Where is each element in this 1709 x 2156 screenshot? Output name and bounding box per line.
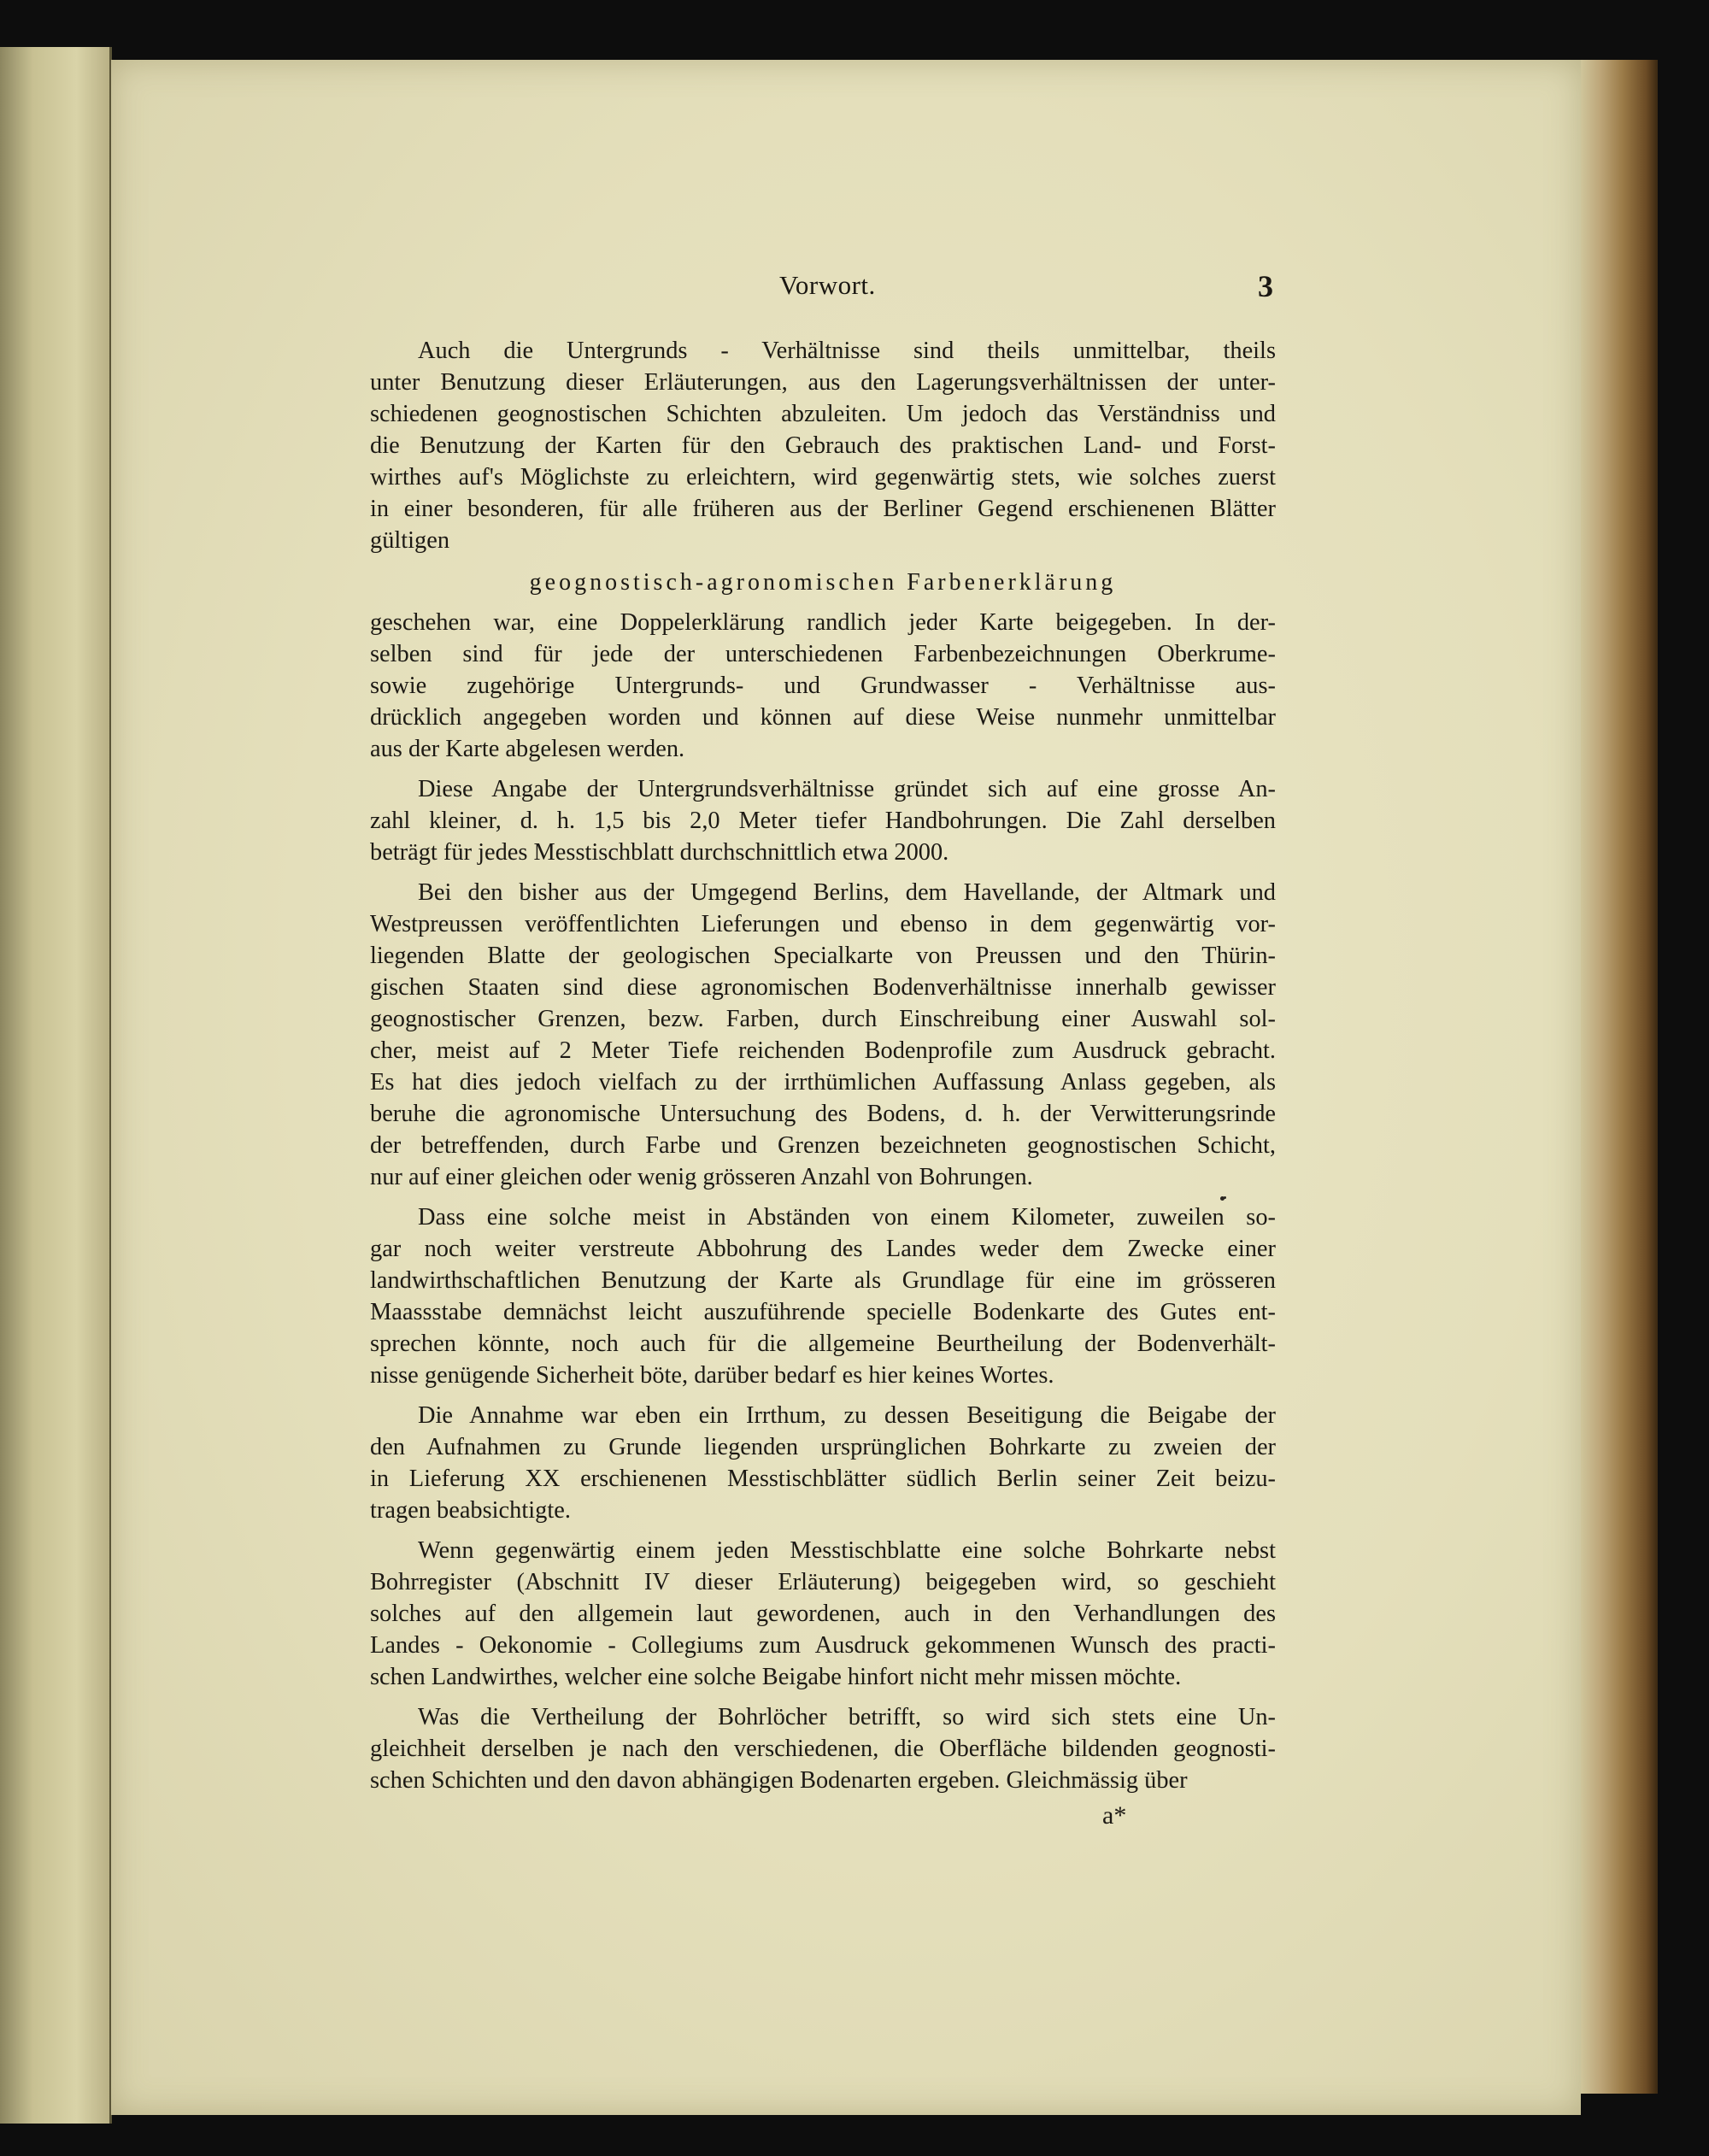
text-line: gültigen: [370, 527, 450, 554]
page-number: 3: [1258, 269, 1273, 303]
text-line: wirthes auf's Möglichste zu erleichtern, wird gegenwärtig stets, wie solches zuerst: [370, 464, 1276, 491]
paragraph: [370, 877, 1276, 1193]
text-line: solches auf den allgemein laut gewordenen, auch in den Verhandlungen des: [370, 1601, 1276, 1627]
text-line: Landes - Oekonomie - Collegiums zum Ausdruck gekommenen Wunsch des practi-: [370, 1632, 1276, 1659]
text-line: liegenden Blatte der geologischen Specialkarte von Preussen und den Thürin-: [370, 943, 1276, 969]
text-line: Die Annahme war eben ein Irrthum, zu dessen Beseitigung die Beigabe der: [418, 1402, 1276, 1429]
text-line: den Aufnahmen zu Grunde liegenden ursprünglichen Bohrkarte zu zweien der: [370, 1434, 1276, 1460]
paragraph-gap: [370, 1193, 1276, 1201]
text-line: in einer besonderen, für alle früheren aus der Berliner Gegend erschienenen Blätter: [370, 496, 1276, 522]
paragraph: [370, 335, 1276, 556]
text-line: schen Landwirthes, welcher eine solche Beigabe hinfort nicht mehr missen möchte.: [370, 1664, 1182, 1690]
text-line: gleichheit derselben je nach den verschiedenen, die Oberfläche bildenden geognosti-: [370, 1736, 1276, 1762]
speck: [1224, 1196, 1226, 1199]
text-line: nisse genügende Sicherheit böte, darüber bedarf es hier keines Wortes.: [370, 1362, 1054, 1389]
text-line: landwirthschaftlichen Benutzung der Karte als Grundlage für eine im grösseren: [370, 1267, 1276, 1294]
paragraph: [370, 1201, 1276, 1391]
text-line: Auch die Untergrunds - Verhältnisse sind theils unmittelbar, theils: [418, 338, 1276, 364]
text-line: Wenn gegenwärtig einem jeden Messtischblatte eine solche Bohrkarte nebst: [418, 1537, 1276, 1564]
paragraph: [370, 1535, 1276, 1693]
running-header: Vorwort.: [779, 270, 876, 300]
paragraph: [370, 773, 1276, 868]
text-line: gar noch weiter verstreute Abbohrung des Landes weder dem Zwecke einer: [370, 1236, 1276, 1262]
text-line: Westpreussen veröffentlichten Lieferungen und ebenso in dem gegenwärtig vor-: [370, 911, 1276, 937]
left-page-edge: [0, 47, 112, 2124]
body-text: [370, 335, 1276, 1796]
signature-mark: a*: [1102, 1801, 1127, 1830]
paragraph-gap: [370, 765, 1276, 773]
text-line: aus der Karte abgelesen werden.: [370, 736, 685, 762]
text-line: tragen beabsichtigte.: [370, 1497, 571, 1524]
text-line: sowie zugehörige Untergrunds- und Grundwasser - Verhältnisse aus-: [370, 673, 1276, 699]
text-line: Es hat dies jedoch vielfach zu der irrthümlichen Auffassung Anlass gegeben, als: [370, 1069, 1276, 1096]
text-line: beträgt für jedes Messtischblatt durchschnittlich etwa 2000.: [370, 839, 949, 866]
paragraph: [370, 1400, 1276, 1526]
text-line: nur auf einer gleichen oder wenig grösseren Anzahl von Bohrungen.: [370, 1164, 1033, 1190]
paragraph-gap: [370, 868, 1276, 877]
text-line: unter Benutzung dieser Erläuterungen, aus den Lagerungsverhältnissen der unter-: [370, 369, 1276, 396]
paragraph-gap: [370, 1526, 1276, 1535]
text-line: zahl kleiner, d. h. 1,5 bis 2,0 Meter tiefer Handbohrungen. Die Zahl derselben: [370, 808, 1276, 834]
text-line: selben sind für jede der unterschiedenen Farbenbezeichnungen Oberkrume-: [370, 641, 1276, 667]
paragraph: [370, 1701, 1276, 1796]
text-line: sprechen könnte, noch auch für die allgemeine Beurtheilung der Bodenverhält-: [370, 1331, 1276, 1357]
text-line: drücklich angegeben worden und können auf diese Weise nunmehr unmittelbar: [370, 704, 1276, 731]
text-line: Bohrregister (Abschnitt IV dieser Erläuterung) beigegeben wird, so geschieht: [370, 1569, 1276, 1595]
text-line: beruhe die agronomische Untersuchung des Bodens, d. h. der Verwitterungsrinde: [370, 1101, 1276, 1127]
text-line: Bei den bisher aus der Umgegend Berlins, dem Havellande, der Altmark und: [418, 879, 1276, 906]
text-line: geognostischer Grenzen, bezw. Farben, durch Einschreibung einer Auswahl sol-: [370, 1006, 1276, 1032]
paragraph: [370, 607, 1276, 765]
paragraph-gap: [370, 1693, 1276, 1701]
text-line: in Lieferung XX erschienenen Messtischblätter südlich Berlin seiner Zeit beizu-: [370, 1466, 1276, 1492]
paragraph-gap: [370, 1391, 1276, 1400]
text-line: schen Schichten und den davon abhängigen Bodenarten ergeben. Gleichmässig über: [370, 1767, 1188, 1794]
page-stack-edge: [1581, 60, 1658, 2094]
centered-heading: geognostisch-agronomischen Farbenerklärung: [529, 569, 1117, 596]
text-line: gischen Staaten sind diese agronomischen Bodenverhältnisse innerhalb gewisser: [370, 974, 1276, 1001]
text-line: die Benutzung der Karten für den Gebrauch des praktischen Land- und Forst-: [370, 432, 1276, 459]
text-line: Diese Angabe der Untergrundsverhältnisse gründet sich auf eine grosse An-: [418, 776, 1276, 802]
text-line: schiedenen geognostischen Schichten abzuleiten. Um jedoch das Verständniss und: [370, 401, 1276, 427]
text-line: Dass eine solche meist in Abständen von einem Kilometer, zuweilen so-: [418, 1204, 1276, 1231]
text-line: geschehen war, eine Doppelerklärung randlich jeder Karte beigegeben. In der-: [370, 609, 1276, 636]
text-line: cher, meist auf 2 Meter Tiefe reichenden Bodenprofile zum Ausdruck gebracht.: [370, 1037, 1276, 1064]
text-line: Was die Vertheilung der Bohrlöcher betrifft, so wird sich stets eine Un-: [418, 1704, 1276, 1730]
text-line: Maassstabe demnächst leicht auszuführende specielle Bodenkarte des Gutes ent-: [370, 1299, 1276, 1325]
text-line: der betreffenden, durch Farbe und Grenzen bezeichneten geognostischen Schicht,: [370, 1132, 1276, 1159]
